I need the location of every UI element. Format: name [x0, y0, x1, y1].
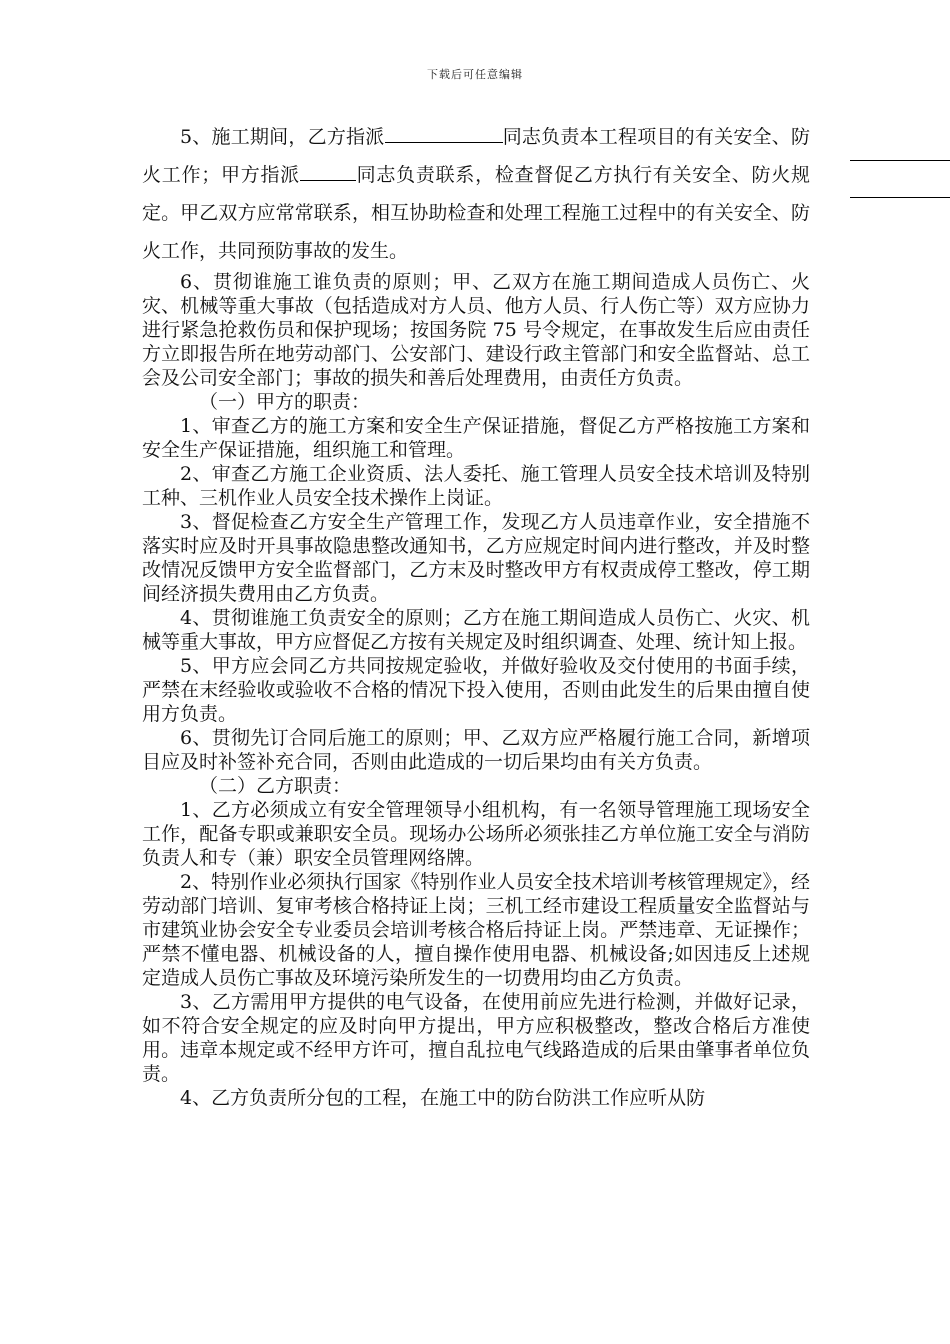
para5-text-1: 5、施工期间，乙方指派 — [180, 126, 385, 148]
section-1-title: （一）甲方的职责： — [199, 391, 371, 413]
section-1-item: 2、审查乙方施工企业资质、法人委托、施工管理人员安全技术培训及特别工种、三机作业人员安全技术操作上岗证。 — [142, 463, 810, 509]
section-1-item: 3、督促检查乙方安全生产管理工作，发现乙方人员违章作业，安全措施不落实时应及时开具事故隐患整改通知书，乙方应规定时间内进行整改，并及时整改情况反馈甲方安全监督部门，乙方末及时整改甲方有权责成停工整改，停工期间经济损失费用由乙方负责。 — [142, 511, 810, 605]
section-2-item: 1、乙方必须成立有安全管理领导小组机构，有一名领导管理施工现场安全工作，配备专职或兼职安全员。现场办公场所必须张挂乙方单位施工安全与消防负责人和专（兼）职安全员管理网络牌。 — [142, 799, 810, 869]
margin-rule-top — [850, 160, 950, 161]
document-body — [142, 118, 810, 1110]
section-1-item: 6、贯彻先订合同后施工的原则；甲、乙双方应严格履行施工合同，新增项目应及时补签补充合同，否则由此造成的一切后果均由有关方负责。 — [142, 727, 810, 773]
section-1-item: 4、贯彻谁施工负责安全的原则；乙方在施工期间造成人员伤亡、火灾、机械等重大事故，甲方应督促乙方按有关规定及时组织调查、处理、统计知上报。 — [142, 607, 810, 653]
section-2-item: 2、特别作业必须执行国家《特别作业人员安全技术培训考核管理规定》，经劳动部门培训、复审考核合格持证上岗；三机工经市建设工程质量安全监督站与市建筑业协会安全专业委员会培训考核合格后持证上岗。严禁违章、无证操作；严禁不懂电器、机械设备的人，擅自操作使用电器、机械设备;如因违反上述规定造成人员伤亡事故及环境污染所发生的一切费用均由乙方负责。 — [142, 871, 810, 989]
page-header: 下载后可任意编辑 — [427, 68, 523, 81]
paragraph-6: 6、贯彻谁施工谁负责的原则；甲、乙双方在施工期间造成人员伤亡、火灾、机械等重大事故（包括造成对方人员、他方人员、行人伤亡等）双方应协力进行紧急抢救伤员和保护现场；按国务院 75 号令规定，在事故发生后应由责任方立即报告所在地劳动部门、公安部门、建设行政主管部门和安全监督站、总工会及公司安全部门；事故的损失和善后处理费用，由责任方负责。 — [142, 271, 810, 389]
section-2-item: 3、乙方需用甲方提供的电气设备，在使用前应先进行检测，并做好记录，如不符合安全规定的应及时向甲方提出，甲方应积极整改，整改合格后方准使用。违章本规定或不经甲方许可，擅自乱拉电气线路造成的后果由肇事者单位负责。 — [142, 991, 810, 1085]
section-2-item: 4、乙方负责所分包的工程，在施工中的防台防洪工作应听从防 — [180, 1087, 706, 1109]
margin-rule-bottom — [850, 197, 950, 198]
section-1-item: 5、甲方应会同乙方共同按规定验收，并做好验收及交付使用的书面手续，严禁在末经验收或验收不合格的情况下投入使用，否则由此发生的后果由擅自使用方负责。 — [142, 655, 810, 725]
blank-field-2 — [300, 162, 356, 181]
section-2-title: （二）乙方职责： — [199, 775, 352, 797]
para5-text-3: 同志负责联系，检查督促乙方执行有关安全、防火规定。甲乙双方应常常联系，相互协助检查和处理工程施工过程中的有关安全、防火工作，共同预防事故的发生。 — [142, 164, 810, 262]
blank-field-1 — [385, 124, 503, 143]
paragraph-5 — [142, 118, 810, 270]
section-1-item: 1、审查乙方的施工方案和安全生产保证措施，督促乙方严格按施工方案和安全生产保证措施，组织施工和管理。 — [142, 415, 810, 461]
para5-text-2: 同志负责本工程项目的有关安全、防火工作；甲方指派 — [142, 126, 810, 186]
